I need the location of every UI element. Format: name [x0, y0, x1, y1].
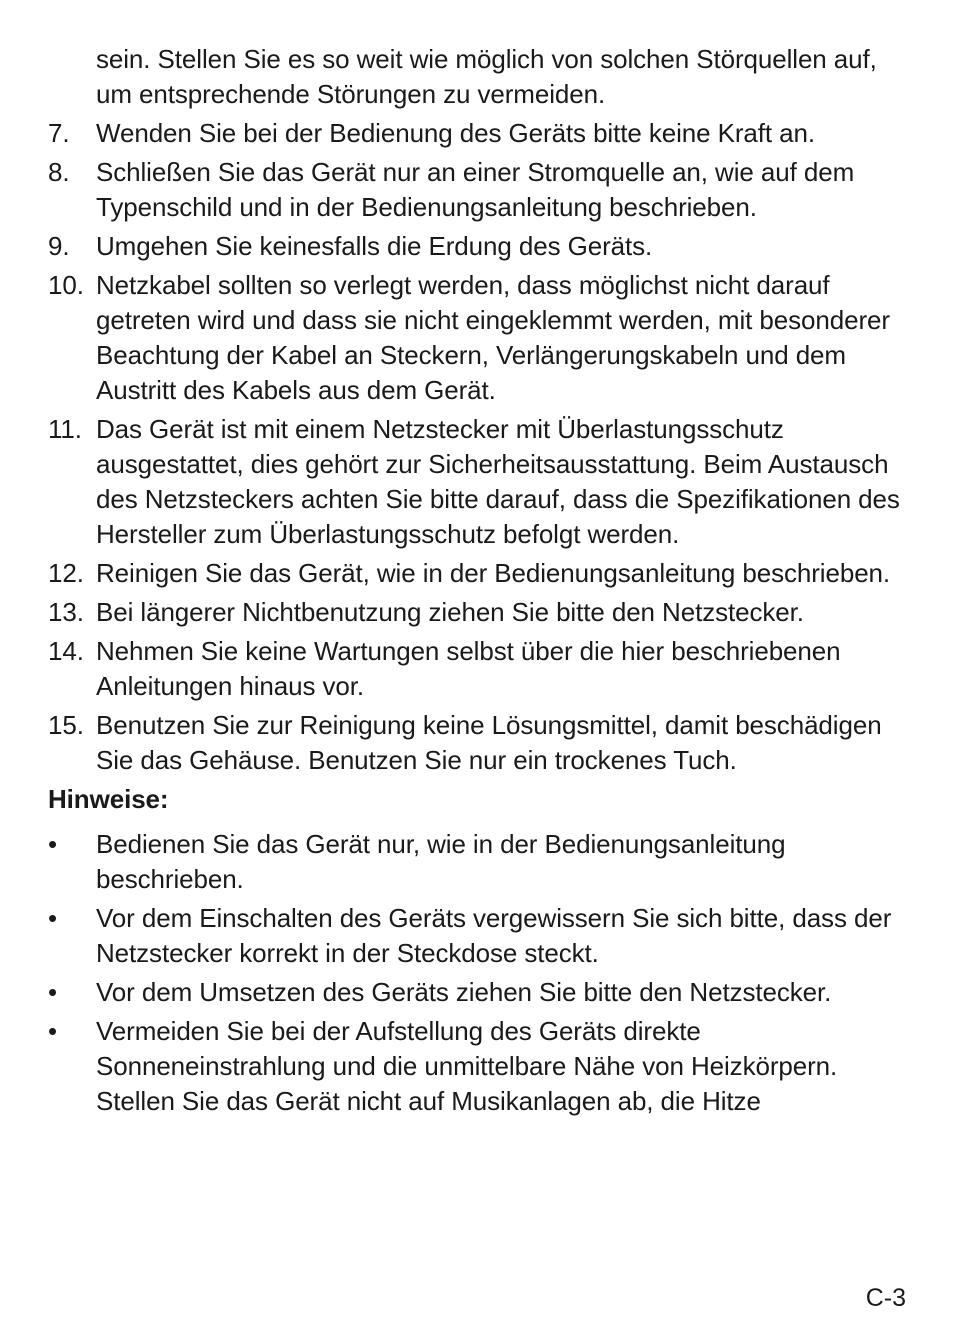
bullet-icon: • [48, 977, 58, 1007]
item-text: Bei längerer Nichtbenutzung ziehen Sie bitte den Netzstecker. [96, 597, 804, 627]
note-item [48, 1014, 908, 1119]
item-text: Benutzen Sie zur Reinigung keine Lösungsmittel, damit beschädigen Sie das Gehäuse. Benutzen Sie nur ein trockenes Tuch. [96, 710, 882, 775]
item-number: 12. [48, 558, 84, 588]
list-item [48, 116, 908, 151]
item-text: Wenden Sie bei der Bedienung des Geräts bitte keine Kraft an. [96, 118, 815, 148]
list-item [48, 412, 908, 552]
continuation-paragraph [48, 42, 908, 112]
list-item [48, 634, 908, 704]
item-number: 14. [48, 636, 84, 666]
list-item [48, 268, 908, 408]
item-number: 7. [48, 118, 70, 148]
list-item [48, 229, 908, 264]
manual-page [48, 42, 908, 1123]
item-number: 13. [48, 597, 84, 627]
item-text: Das Gerät ist mit einem Netzstecker mit Überlastungsschutz ausgestattet, dies gehört zur Sicherheitsausstattung. Beim Austausch des Netzsteckers achten Sie bitte darauf, dass die Spezifikationen des Hersteller zum Überlastungsschutz befolgt werden. [96, 414, 900, 549]
note-item [48, 827, 908, 897]
item-text: Umgehen Sie keinesfalls die Erdung des Geräts. [96, 231, 653, 261]
note-text: Bedienen Sie das Gerät nur, wie in der Bedienungsanleitung beschrieben. [96, 829, 786, 894]
item-number: 11. [48, 414, 82, 444]
continuation-text: sein. Stellen Sie es so weit wie möglich von solchen Störquellen auf, um entsprechende Störungen zu vermeiden. [96, 44, 877, 109]
item-number: 15. [48, 710, 84, 740]
note-text: Vor dem Einschalten des Geräts vergewissern Sie sich bitte, dass der Netzstecker korrekt in der Steckdose steckt. [96, 903, 892, 968]
page-number: C-3 [865, 1284, 906, 1312]
item-text: Netzkabel sollten so verlegt werden, dass möglichst nicht darauf getreten wird und dass sie nicht eingeklemmt werden, mit besonderer Beachtung der Kabel an Steckern, Verlängerungskabeln und dem Austritt des Kabels aus dem Gerät. [96, 270, 890, 405]
bullet-icon: • [48, 1016, 58, 1046]
item-number: 9. [48, 231, 70, 261]
note-item [48, 901, 908, 971]
note-item [48, 975, 908, 1010]
bullet-icon: • [48, 829, 58, 859]
item-number: 10. [48, 270, 84, 300]
safety-list [48, 42, 908, 1119]
list-item [48, 595, 908, 630]
list-item [48, 556, 908, 591]
note-text: Vermeiden Sie bei der Aufstellung des Geräts direkte Sonneneinstrahlung und die unmittelbare Nähe von Heizkörpern. Stellen Sie das Gerät nicht auf Musikanlagen ab, die Hitze [96, 1016, 838, 1116]
item-number: 8. [48, 157, 70, 187]
item-text: Nehmen Sie keine Wartungen selbst über die hier beschriebenen Anleitungen hinaus vor. [96, 636, 841, 701]
item-text: Schließen Sie das Gerät nur an einer Stromquelle an, wie auf dem Typenschild und in der Bedienungsanleitung beschrieben. [96, 157, 855, 222]
list-item [48, 155, 908, 225]
note-text: Vor dem Umsetzen des Geräts ziehen Sie bitte den Netzstecker. [96, 977, 832, 1007]
bullet-icon: • [48, 903, 58, 933]
list-item [48, 708, 908, 778]
notes-heading: Hinweise: [48, 784, 169, 814]
item-text: Reinigen Sie das Gerät, wie in der Bedienungsanleitung beschrieben. [96, 558, 891, 588]
